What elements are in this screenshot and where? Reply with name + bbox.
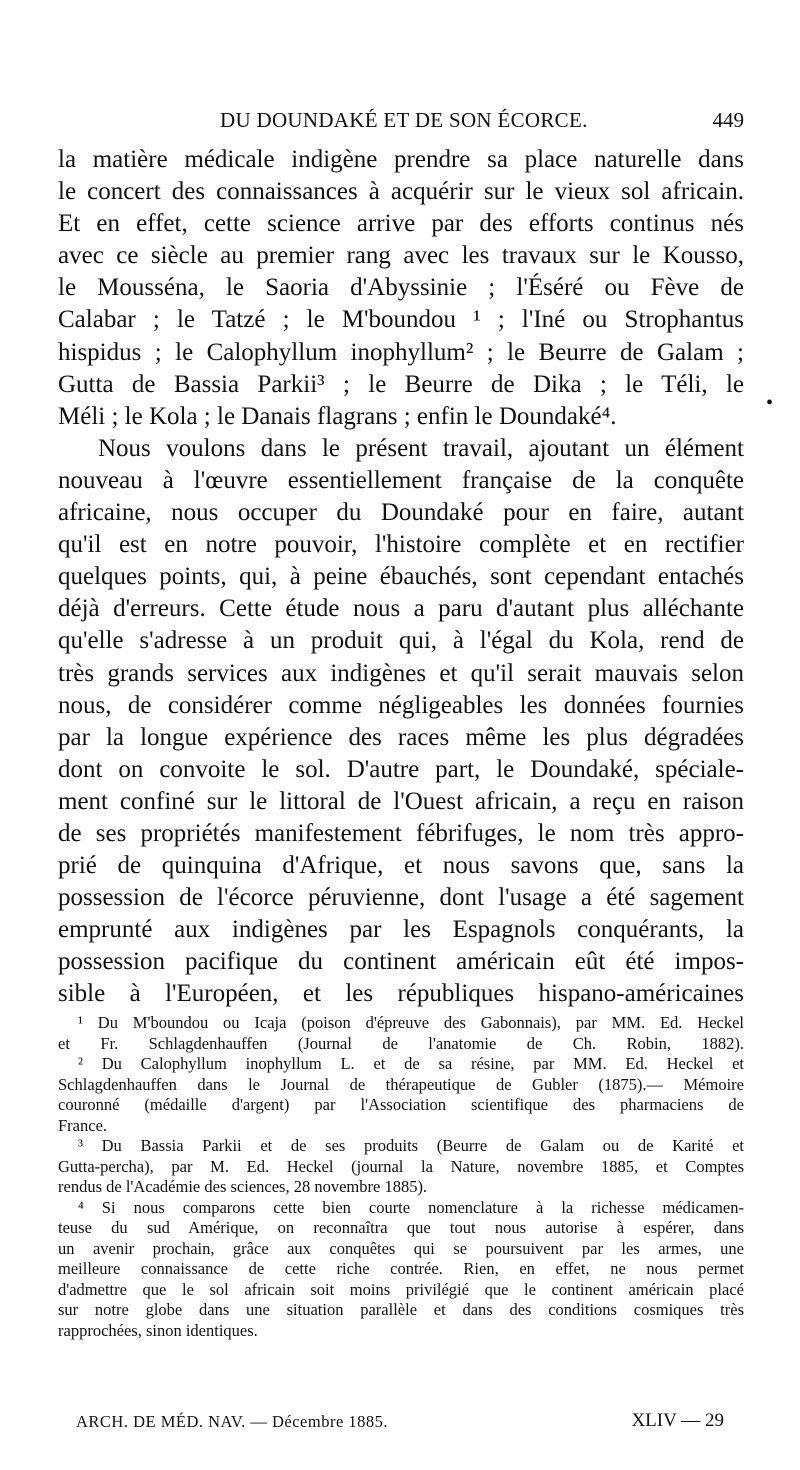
running-head (58, 108, 744, 138)
footnote-line: ³ Du Bassia Parkii et de ses produits (Beurre de Galam ou de Karité et (78, 1136, 744, 1155)
footnote-line: couronné (médaille d'argent) par l'Association scientifique des pharmaciens de (58, 1095, 744, 1114)
text-line: Nous voulons dans le présent travail, ajoutant un élément (98, 434, 744, 462)
text-line: africaine, nous occuper du Doundaké pour en faire, autant (58, 499, 744, 527)
page-number: 449 (712, 108, 744, 132)
text-line: prié de quinquina d'Afrique, et nous savons que, sans la (58, 852, 744, 880)
text-line: avec ce siècle au premier rang avec les travaux sur le Kousso, (58, 242, 744, 270)
footnote-line: ² Du Calophyllum inophyllum L. et de sa résine, par MM. Ed. Heckel et (78, 1054, 744, 1073)
footnote-line: rapprochées, sinon identiques. (58, 1320, 258, 1340)
text-line: quelques points, qui, à peine ébauchés, sont cependant entachés (58, 563, 744, 591)
text-line: le Mousséna, le Saoria d'Abyssinie ; l'Éséré ou Fève de (58, 274, 744, 302)
footnote-line: France. (58, 1115, 108, 1135)
text-line: qu'elle s'adresse à un produit qui, à l'égal du Kola, rend de (58, 627, 744, 655)
footnote-line: meilleure connaissance de cette riche contrée. Rien, en effet, ne nous permet (58, 1259, 744, 1278)
footnote-line: Schlagdenhauffen dans le Journal de thérapeutique de Gubler (1875).— Mémoire (58, 1074, 744, 1094)
footnote-line: ¹ Du M'boundou ou Icaja (poison d'épreuve des Gabonnais), par MM. Ed. Heckel (78, 1013, 744, 1032)
text-line: dont on convoite le sol. D'autre part, le Doundaké, spéciale- (58, 755, 744, 783)
footnote-line: sur notre globe dans une situation parallèle et dans des conditions cosmiques très (58, 1300, 744, 1319)
footnote-line: ⁴ Si nous comparons cette bien courte nomenclature à la richesse médicamen- (78, 1197, 744, 1217)
text-line: Calabar ; le Tatzé ; le M'boundou ¹ ; l'Iné ou Strophantus (58, 306, 744, 334)
text-line: Gutta de Bassia Parkii³ ; le Beurre de Dika ; le Téli, le (58, 370, 744, 398)
footnotes (58, 1013, 744, 1341)
main-text (58, 144, 744, 1011)
footnote-line: un avenir prochain, grâce aux conquêtes qui se poursuivent par les armes, une (58, 1238, 744, 1258)
footnote-line: rendus de l'Académie des sciences, 28 novembre 1885). (58, 1177, 428, 1196)
footnote-line: d'admettre que le sol africain soit moins privilégié que le continent américain placé (58, 1279, 744, 1299)
footnote-line: Gutta-percha), par M. Ed. Heckel (journal la Nature, novembre 1885, et Comptes (58, 1156, 744, 1176)
text-line: emprunté aux indigènes par les Espagnols conquérants, la (58, 916, 744, 944)
text-line: possession de l'écorce péruvienne, dont l'usage a été sagement (58, 884, 744, 912)
footnote-line: et Fr. Schlagdenhauffen (Journal de l'anatomie de Ch. Robin, 1882). (58, 1033, 744, 1053)
text-line: de ses propriétés manifestement fébrifuges, le nom très appro- (58, 819, 744, 847)
text-line: nous, de considérer comme négligeables les données fournies (58, 691, 744, 719)
text-line: Méli ; le Kola ; le Danais flagrans ; enfin le Doundaké⁴. (58, 402, 617, 430)
signature-mark: XLIV — 29 (631, 1410, 724, 1431)
text-line: hispidus ; le Calophyllum inophyllum² ; le Beurre de Galam ; (58, 338, 744, 366)
text-line: qu'il est en notre pouvoir, l'histoire complète et en rectifier (58, 531, 744, 559)
text-line: le concert des connaissances à acquérir sur le vieux sol africain. (58, 178, 744, 206)
page-footer (58, 1410, 744, 1438)
journal-reference: ARCH. DE MÉD. NAV. — Décembre 1885. (76, 1412, 389, 1431)
text-line: Et en effet, cette science arrive par des efforts continus nés (58, 210, 744, 238)
text-line: par la longue expérience des races même les plus dégradées (58, 723, 744, 751)
text-line: ment confiné sur le littoral de l'Ouest africain, a reçu en raison (58, 787, 744, 815)
text-line: déjà d'erreurs. Cette étude nous a paru d'autant plus alléchante (58, 595, 744, 623)
text-line: très grands services aux indigènes et qu'il serait mauvais selon (58, 659, 744, 687)
text-line: sible à l'Européen, et les républiques hispano-américaines (58, 980, 744, 1008)
text-line: possession pacifique du continent américain eût été impos- (58, 948, 744, 976)
margin-dot-mark: • (766, 392, 774, 414)
running-title: DU DOUNDAKÉ ET DE SON ÉCORCE. (220, 108, 588, 132)
footnote-line: teuse du sud Amérique, on reconnaîtra que tout nous autorise à espérer, dans (58, 1218, 744, 1237)
text-line: la matière médicale indigène prendre sa place naturelle dans (58, 146, 744, 173)
text-line: nouveau à l'œuvre essentiellement française de la conquête (58, 466, 744, 494)
